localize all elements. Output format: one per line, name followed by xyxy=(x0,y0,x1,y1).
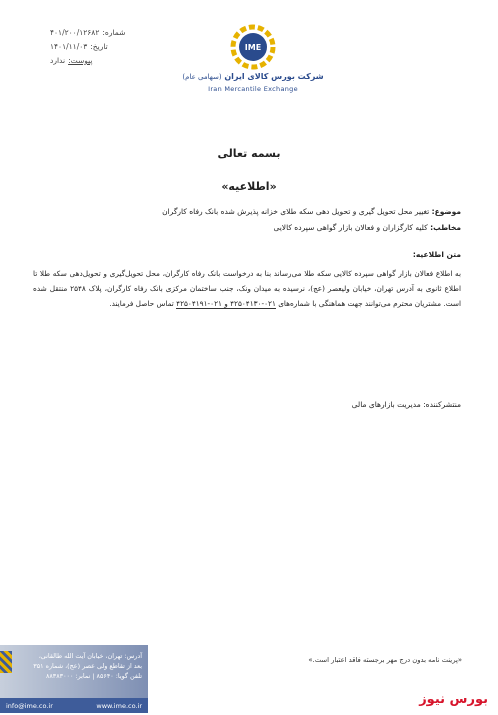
company-name: شرکت بورس کالای ایران (سهامی عام) xyxy=(182,72,324,81)
company-english-name: Iran Mercantile Exchange xyxy=(208,85,298,93)
ime-logo-icon xyxy=(230,24,276,70)
publisher-line: منتشرکننده: مدیریت بازارهای مالی xyxy=(351,400,461,409)
subject-line: موضوع: تغییر محل تحویل گیری و تحویل دهی سکه طلای خزانه پذیرش شده بانک رفاه کارگران xyxy=(162,207,461,216)
body-paragraph: به اطلاع فعالان بازار گواهی سپرده کالایی سکه طلا می‌رساند بنا به درخواست بانک رفاه کارگران، محل تحویل‌گیری و تحویل‌دهی سکه طلا تا اطلاع ثانوی به آدرس تهران، خیابان ولیعصر (عج)، نرسیده به میدان ونک، جنب ساختمان مرکزی بانک رفاه کارگران، پلاک ۲۵۴۸ منتقل شده است. مشتریان محترم می‌توانند جهت هماهنگی با شماره‌های ۰۲۱-۴۲۵۰۴۱۳۰ و ۰۲۱-۴۲۵۰۴۱۹۱ تماس حاصل فرمایند. xyxy=(33,269,462,308)
svg-text:IME: IME xyxy=(244,43,262,52)
phone-numbers: ۰۲۱-۴۲۵۰۴۱۳۰ و ۰۲۱-۴۲۵۰۴۱۹۱ xyxy=(176,299,276,308)
address-box xyxy=(0,645,148,713)
letter-attachment: پیوست: ندارد xyxy=(50,56,93,65)
body-label: متن اطلاعیه: xyxy=(412,250,461,259)
notice-title: «اطلاعیه» xyxy=(221,180,277,193)
letter-meta xyxy=(50,26,160,68)
letter-number: شماره: ۴۰۱/۲۰۰/۱۲۶۸۲ xyxy=(50,28,126,37)
audience-line: مخاطب: کلیه کارگزاران و فعالان بازار گواهی سپرده کالایی xyxy=(273,223,461,232)
company-logo xyxy=(178,24,328,99)
validity-footnote: «پرینت نامه بدون درج مهر برجسته فاقد اعتبار است.» xyxy=(308,656,462,664)
letter-date: تاریخ: ۱۴۰۱/۱۱/۰۳ xyxy=(50,42,108,51)
website-link[interactable]: www.ime.co.ir xyxy=(96,701,142,710)
email-link[interactable]: info@ime.co.ir xyxy=(6,701,53,710)
address-lines: آدرس: تهران، خیابان آیت الله طالقانی، بعد از تقاطع ولی عصر (عج)، شماره ۳۵۱ تلفن گویا: ۸۵۶۴۰ | نمابر: ۸۸۳۸۳۰۰۰ xyxy=(33,652,142,680)
bismillah-heading: بسمه تعالی xyxy=(217,147,281,160)
contact-bar xyxy=(0,698,148,713)
watermark-logo: بورس نیوز xyxy=(419,692,488,707)
